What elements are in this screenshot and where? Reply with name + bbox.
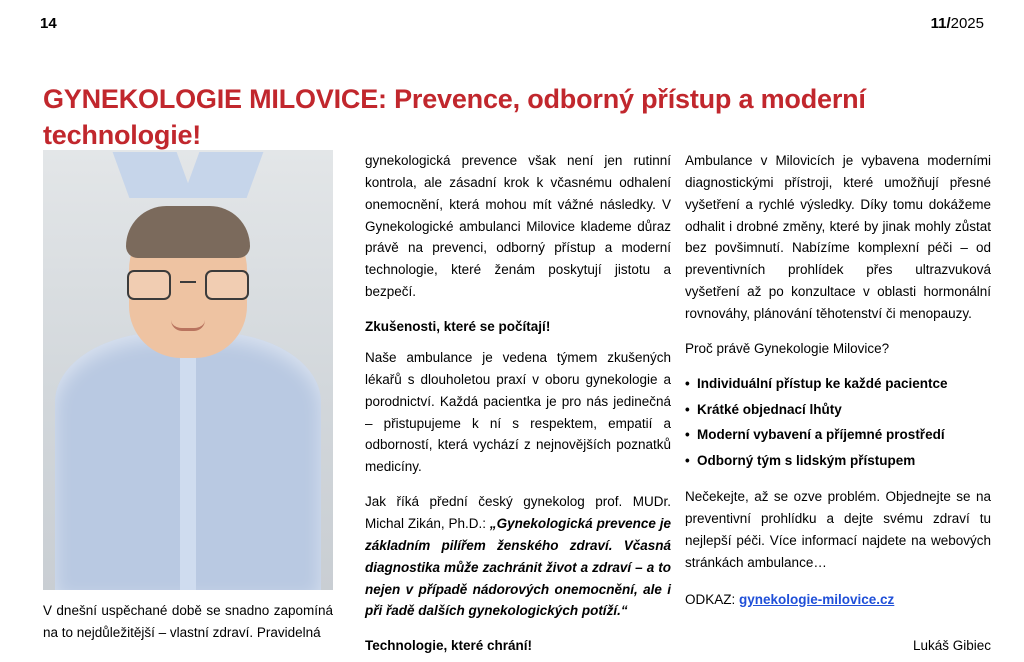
article-body	[43, 150, 991, 655]
link-label: ODKAZ:	[685, 591, 740, 607]
middle-paragraph-1: gynekologická prevence však není jen rutinní kontrola, ale zásadní krok k včasnému odhalení onemocnění, která mohou mít vážné následky. V Gynekologické ambulanci Milovice klademe důraz právě na prevenci, odborný přístup a moderní technologie, které ženám poskytují jistotu a bezpečí.	[365, 153, 671, 300]
list-item: • Krátké objednací lhůty	[685, 399, 991, 421]
right-column	[685, 150, 991, 620]
issue-label	[931, 15, 984, 32]
page-number: 14	[40, 14, 57, 32]
doctor-photo	[43, 150, 333, 590]
photo-caption: V dnešní uspěchané době se snadno zapomíná na to nejdůležitější – vlastní zdraví. Pravidelná	[43, 603, 333, 640]
issue-year: 2025	[950, 14, 984, 32]
hair-shape	[126, 206, 250, 258]
benefits-list	[685, 373, 991, 472]
quote-text: „Gynekologická prevence je základním pilířem ženského zdraví. Včasná diagnostika může zachránit život a zdraví – a to nejen v případě nádorových onemocnění, ale i při řadě dalších gynekologických potíží.“	[365, 516, 671, 619]
glasses-right-icon	[205, 270, 249, 300]
article-title: GYNEKOLOGIE MILOVICE: Prevence, odborný přístup a moderní technologie!	[43, 84, 866, 150]
right-question: Proč právě Gynekologie Milovice?	[685, 340, 890, 356]
quote-block	[365, 491, 671, 622]
list-item: • Individuální přístup ke každé pacientce	[685, 373, 991, 395]
shirt-shape	[55, 332, 321, 590]
glasses-left-icon	[127, 270, 171, 300]
issue-month: 11	[930, 14, 947, 32]
photo-column	[43, 150, 333, 644]
link-line	[685, 592, 991, 607]
right-paragraph-2: Nečekejte, až se ozve problém. Objednejte se na preventivní prohlídku a dejte svému zdraví tu nejlepší péči. Více informací najdete na webových stránkách ambulance…	[685, 489, 991, 570]
middle-paragraph-2: Naše ambulance je vedena týmem zkušených lékařů s dlouholetou praxí v oboru gynekologie a porodnictví. Každá pacientka je pro nás jedinečná – přistupujeme k ní s respektem, empatií a odborností, která vychází z nejnovějších poznatků medicíny.	[365, 350, 671, 475]
quote-intro: Jak říká přední český gynekolog prof. MUDr. Michal Zikán, Ph.D.:	[365, 494, 671, 532]
middle-subhead-2: Technologie, které chrání!	[365, 638, 533, 653]
list-item: • Odborný tým s lidským přístupem	[685, 450, 991, 472]
list-item: • Moderní vybavení a příjemné prostředí	[685, 424, 991, 446]
right-paragraph-1: Ambulance v Milovicích je vybavena moderními diagnostickými přístroji, které umožňují přesné vyšetření a rychlé výsledky. Díky tomu dokážeme odhalit i drobné změny, které by jinak mohly zůstat bez povšimnutí. Nabízíme komplexní péči – od preventivních prohlídek přes ultrazvuková vyšetření až po konzultace v oblasti hormonální rovnováhy, plánování těhotenství či menopauzy.	[685, 153, 991, 322]
website-link[interactable]: gynekologie-milovice.cz	[739, 591, 895, 607]
middle-column-bottom	[365, 638, 671, 653]
middle-subhead-1: Zkušenosti, které se počítají!	[365, 319, 551, 335]
middle-column	[365, 150, 671, 635]
author-byline: Lukáš Gibiec	[912, 638, 991, 653]
issue-separator: /	[946, 14, 951, 32]
glasses-bridge-icon	[180, 281, 196, 283]
page-header	[40, 12, 984, 34]
